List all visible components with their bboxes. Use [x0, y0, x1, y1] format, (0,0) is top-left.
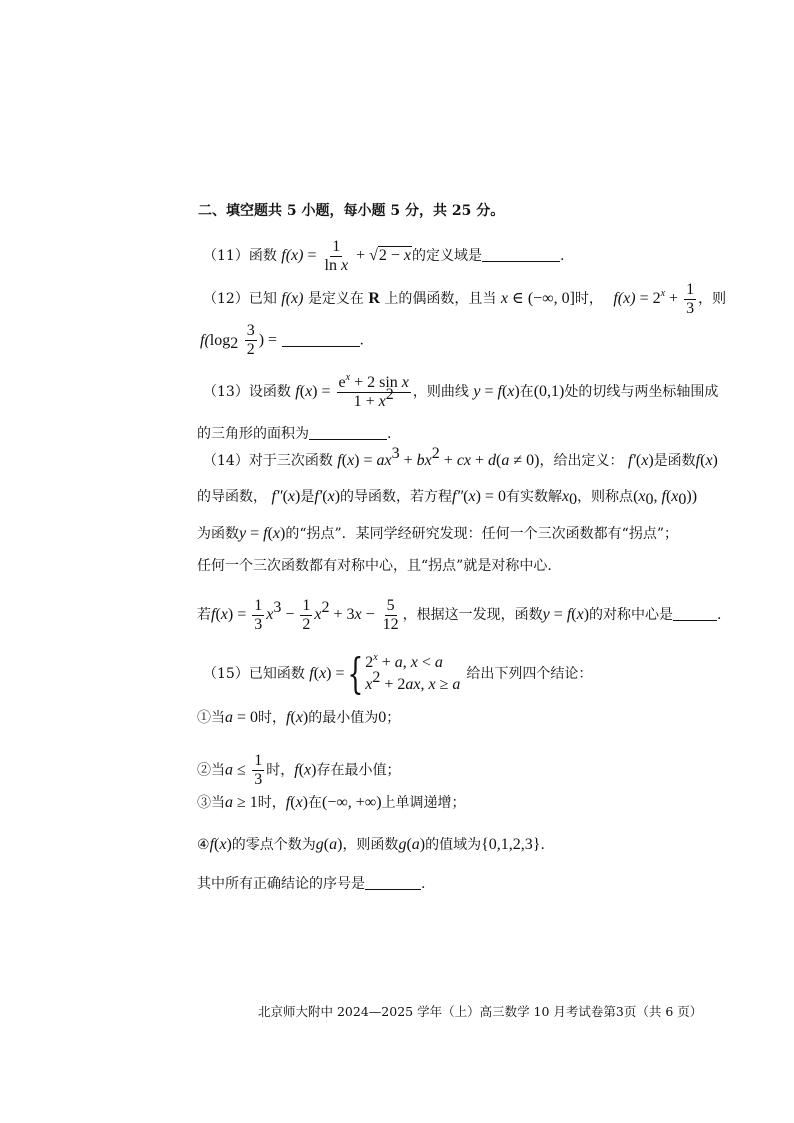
q11-text-end: 的定义域是	[412, 248, 483, 265]
q12-text-2: 是定义在	[307, 291, 364, 308]
c4-text: ④	[197, 837, 210, 853]
q11-number: （11）	[203, 248, 249, 265]
q13-text-5: 的三角形的面积为	[197, 426, 309, 442]
q14-text-7: 有实数解	[505, 489, 562, 505]
c4-text-2: 的零点个数为	[231, 837, 316, 853]
q11-formula: f(x) = $\frac{1}{\text{ln x}}$ + √2 − x	[281, 238, 412, 274]
answer-blank-14[interactable]	[673, 606, 717, 621]
q12-text-3: 上的偶函数，且当	[384, 291, 497, 308]
question-12-line-2: $f(\log_2$ $\frac{3}{2}$ ) = .	[200, 322, 364, 358]
q14-text-4: 的导函数，	[197, 489, 267, 505]
conclusion-1: ①当a = 0时，f(x)的最小值为0；	[197, 709, 401, 726]
q13-text: 设函数	[248, 384, 291, 401]
q14-text-6: 的导函数，若方程	[340, 489, 453, 505]
real-set-symbol: R	[368, 290, 380, 308]
piecewise-cases: 2$^x$ + a, x < a $x^2 + 2ax$, x ≥ a	[365, 652, 461, 693]
q11-text: 函数	[248, 248, 277, 265]
c4-text-3: ，则函数	[342, 837, 399, 853]
q14-text-3: 是函数	[653, 453, 696, 469]
q14-text-2: ，给出定义：	[539, 453, 624, 469]
question-12: （12）已知 f(x) 是定义在 R 上的偶函数，且当 x ∈ (−∞, 0]时， $f(x) = 2^x$ + $\frac{1}{3}$ ，则	[203, 281, 727, 317]
question-13: （13）设函数 f(x) = $\frac{e^x + 2 \sin x}{1 + x^2}$ ，则曲线 y = f(x)在(0,1)处的切线与两坐标轴围成	[203, 372, 719, 410]
q14-text-12: ，根据这一发现，函数	[402, 607, 543, 624]
c1-text: ①当	[197, 710, 225, 726]
q14-text-9: 为函数	[197, 526, 239, 542]
answer-blank-12[interactable]	[282, 332, 360, 347]
q15-number: （15）	[203, 666, 249, 682]
conclusion-4: ④f(x)的零点个数为g(a)，则函数g(a)的值域为{0,1,2,3}.	[197, 836, 545, 853]
question-15: （15）已知函数 f(x) ={ 2$^x$ + a, x < a $x^2 + 2ax$, x ≥ a 给出下列四个结论：	[203, 649, 593, 698]
q14-text-10: 的“拐点”．某同学经研究发现：任何一个三次函数都有“拐点”；	[285, 526, 678, 542]
q12-text-4: 时，	[574, 291, 603, 308]
q14-text-5: 是	[300, 489, 315, 505]
question-14-line-5: 若f(x) = $\frac{1}{3}$ $x^3$ − $\frac{1}{2}$ $x^2 + 3x$ − $\frac{5}{12}$ ，根据这一发现，函数y = f(x)的对称中心是 .	[197, 597, 722, 633]
question-13-line-2: 的三角形的面积为 .	[197, 426, 392, 442]
q13-text-3: 在	[519, 384, 534, 401]
question-14-line-3: 为函数y = f(x)的“拐点”．某同学经研究发现：任何一个三次函数都有“拐点”；	[197, 525, 678, 542]
c2-text-2: 时，	[266, 762, 295, 779]
question-15-last: 其中所有正确结论的序号是 .	[197, 876, 426, 892]
question-11: （11）函数 f(x) = $\frac{1}{\text{ln x}}$ + √2 − x的定义域是 .	[203, 238, 565, 274]
c2-text-3: 存在最小值；	[316, 762, 401, 779]
c4-text-4: 的值域为	[425, 837, 482, 853]
question-14-line-2: 的导函数， f″(x)是f′(x)的导函数，若方程f″(x) = 0有实数解$x_0$，则称点($x_0$, $f(x_0)$)	[197, 488, 698, 508]
page-footer: 北京师大附中 2024—2025 学年（上）高三数学 10 月考试卷第3页（共 6 页）	[258, 1004, 703, 1019]
c3-text: ③当	[197, 795, 225, 811]
q14-text: 对于三次函数	[248, 453, 333, 469]
q14-text-11: 若	[197, 607, 211, 624]
c3-text-3: 在	[308, 795, 322, 811]
question-14: （14）对于三次函数 $f(x) = ax^3 + bx^2$ + cx + d(a ≠ 0)，给出定义： f′(x)是函数f(x)	[203, 445, 718, 469]
c3-text-4: 上单调递增；	[381, 795, 466, 811]
section-title: 二、填空题共 5 小题，每小题 5 分，共 25 分。	[198, 203, 505, 219]
q12-text-5: ，则	[698, 291, 727, 308]
question-14-line-4: 任何一个三次函数都有对称中心，且“拐点”就是对称中心.	[197, 558, 552, 574]
conclusion-3: ③当a ≥ 1时，f(x)在(−∞, +∞)上单调递增；	[197, 794, 466, 811]
q13-text-4: 处的切线与两坐标轴围成	[564, 384, 719, 401]
q15-text-2: 给出下列四个结论：	[466, 666, 593, 682]
q15-text: 已知函数	[248, 666, 305, 682]
q15-last-text: 其中所有正确结论的序号是	[197, 876, 365, 892]
c3-text-2: 时，	[257, 795, 286, 811]
answer-blank-13[interactable]	[309, 425, 387, 440]
q14-number: （14）	[203, 453, 249, 469]
q12-text: 已知	[248, 291, 277, 308]
c2-text: ②当	[197, 762, 225, 779]
q13-number: （13）	[203, 384, 249, 401]
q12-number: （12）	[203, 291, 249, 308]
c1-text-3: 的最小值为	[308, 710, 379, 726]
answer-blank-15[interactable]	[365, 875, 421, 890]
q14-text-13: 的对称中心是	[589, 607, 674, 624]
c1-text-2: 时，	[258, 710, 287, 726]
answer-blank-11[interactable]	[482, 247, 560, 262]
conclusion-2: ②当a ≤ $\frac{1}{3}$ 时，f(x)存在最小值；	[197, 752, 401, 788]
q14-text-8: ，则称点	[577, 489, 634, 505]
q13-text-2: ，则曲线	[412, 384, 469, 401]
